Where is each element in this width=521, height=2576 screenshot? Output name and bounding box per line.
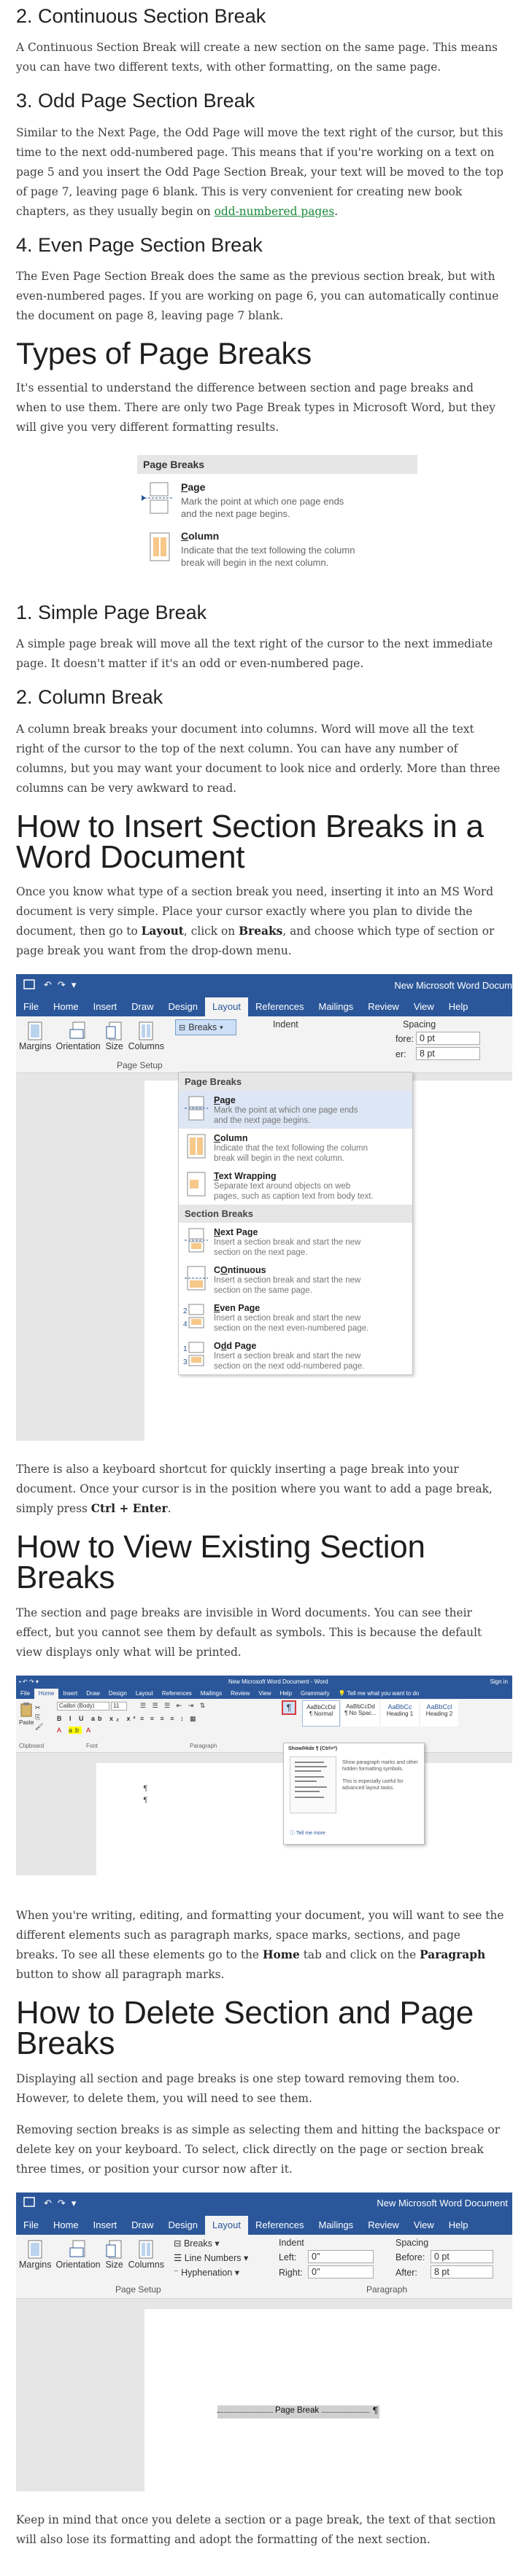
breaks-menu: [178, 1072, 413, 1375]
tab-mailings[interactable]: Mailings: [200, 1690, 223, 1697]
styles-gallery: [302, 1700, 458, 1727]
breaks-button[interactable]: ⊟ Breaks ▾: [174, 2238, 220, 2249]
indent-label: Indent: [279, 2237, 304, 2248]
page-breaks-header: Page Breaks: [137, 455, 417, 474]
word-icon: [23, 2196, 35, 2210]
menu-item-page[interactable]: Page Mark the point at which one page ends and the next page begins.: [179, 1091, 412, 1129]
simple-page-break-text: A simple page break will move all the text right of the cursor to the next immediate page. It doesn't matter if it's an odd or even-numbered page.: [16, 637, 493, 671]
line-numbers-button[interactable]: ☰ Line Numbers ▾: [174, 2252, 249, 2263]
after-input[interactable]: 8 pt: [416, 1047, 480, 1060]
document-page: [144, 2309, 512, 2491]
menu-item-odd-page[interactable]: 1 3 Odd Page Insert a section break and start the new section on the next odd-numbered page.: [183, 1341, 365, 1371]
simple-page-break-heading: 1. Simple Page Break: [16, 602, 207, 624]
tab-insert[interactable]: Insert: [63, 1690, 78, 1697]
ribbon-tabs: [16, 996, 512, 1016]
word-icon: [23, 978, 35, 992]
chevron-down-icon: ▾: [220, 1023, 223, 1031]
menu-item-next-page[interactable]: Next Page Insert a section break and start the new section on the next page.: [179, 1223, 412, 1261]
page-break-option: Page Mark the point at which one page ends and the next page begins.: [137, 474, 417, 523]
tab-help[interactable]: Help: [448, 1001, 468, 1013]
title-bar: [16, 1676, 512, 1687]
shortcut-text: There is also a keyboard shortcut for quickly inserting a page break into your document. Once your cursor is in the position where you want to add a page break, simply press Ctrl + Enter.: [16, 1463, 493, 1516]
tab-file[interactable]: File: [20, 1690, 30, 1697]
paragraph-mark: ¶: [372, 2405, 378, 2416]
page-break-screenshot: [16, 2192, 512, 2491]
columns-button[interactable]: Columns: [128, 1021, 164, 1051]
tell-me-more-link[interactable]: ⓘ Tell me more: [290, 1831, 325, 1837]
hyphenation-button[interactable]: ⁻ Hyphenation ▾: [174, 2267, 240, 2278]
ribbon: [16, 2235, 512, 2299]
tab-view[interactable]: View: [413, 2219, 434, 2230]
align-buttons[interactable]: ≡ ≡ ≡ ≡ ↕ ▦: [140, 1715, 198, 1723]
tab-draw[interactable]: Draw: [86, 1690, 100, 1697]
qat-more-icon[interactable]: ▾: [71, 2197, 77, 2209]
view-text: The section and page breaks are invisible in Word documents. You can see their effect, but you cannot see them by default as symbols. This is because the default view displays only what will be printed.: [16, 1606, 482, 1659]
view-heading: How to View Existing Section Breaks: [16, 1529, 425, 1596]
font-format-buttons[interactable]: B I U ab x₂ x²: [57, 1715, 139, 1723]
font-name-input[interactable]: Calibri (Body): [57, 1702, 109, 1711]
document-area: [16, 2299, 512, 2491]
page-break-label: Page Break: [273, 2406, 321, 2415]
tab-review[interactable]: Review: [368, 1001, 399, 1013]
tab-layout[interactable]: Layout: [205, 997, 248, 1016]
before-label: Before:: [395, 2252, 425, 2262]
left-indent-input[interactable]: 0": [308, 2250, 374, 2263]
redo-icon[interactable]: ↷: [57, 2197, 66, 2209]
tab-design[interactable]: Design: [168, 2219, 198, 2230]
continuous-heading: 2. Continuous Section Break: [16, 5, 266, 27]
column-break-heading: 2. Column Break: [16, 686, 163, 709]
ribbon-tabs: [16, 1687, 512, 1699]
ribbon: [16, 1699, 512, 1753]
svg-text:2: 2: [183, 1307, 188, 1316]
window-title: New Microsoft Word Docum: [394, 979, 512, 991]
before-label: fore:: [395, 1034, 414, 1045]
column-break-text: A column break breaks your document into columns. Word will move all the text right of the cursor to the top of the next column. You can have any number of columns, but you may want your document to look nice and orderly. More than three columns can be very awkward to read.: [16, 722, 501, 795]
orientation-button[interactable]: Orientation: [55, 1021, 100, 1051]
tab-help[interactable]: Help: [279, 1690, 293, 1697]
paragraph-mark-2: ¶: [143, 1797, 148, 1805]
margins-button[interactable]: Margins: [19, 1021, 51, 1051]
menu-item-continuous[interactable]: COntinuous Insert a section break and start the new section on the same page.: [179, 1261, 412, 1299]
style-heading-2[interactable]: AaBbCcl Heading 2: [420, 1700, 458, 1727]
font-group-label: Font: [86, 1743, 99, 1750]
clipboard-group-label: Clipboard: [19, 1743, 45, 1750]
spacing-label: Spacing: [403, 1019, 436, 1030]
page-breaks-menu-header: Page Breaks: [179, 1073, 412, 1091]
orientation-button[interactable]: Orientation: [55, 2239, 100, 2270]
paragraph-mark-1: ¶: [143, 1785, 148, 1794]
tab-help[interactable]: Help: [448, 2219, 468, 2230]
title-bar: [16, 974, 512, 996]
tab-draw[interactable]: Draw: [131, 1001, 154, 1013]
insert-heading: How to Insert Section Breaks in a Word Document: [16, 808, 484, 875]
delete-text-1: Displaying all section and page breaks is one step toward removing them too. However, to delete them, you will need to see them.: [16, 2071, 460, 2105]
tab-file[interactable]: File: [23, 2219, 39, 2230]
spacing-label: Spacing: [395, 2237, 429, 2248]
tooltip-title: Show/Hide ¶ (Ctrl+*): [288, 1746, 338, 1752]
types-text: It's essential to understand the difference between section and page breaks and when to use them. There are only two Page Break types in Microsoft Word, but they will give you very different formatting results.: [16, 381, 495, 435]
undo-icon[interactable]: ↶: [44, 979, 52, 991]
undo-icon[interactable]: ↶: [44, 2197, 52, 2209]
paragraph-button-text: When you're writing, editing, and formatting your document, you will want to see the different elements such as paragraph marks, space marks, sections, and page breaks. To see all these elements go to the Home tab and click on the Paragraph button to show all paragraph marks.: [16, 1909, 504, 1982]
tab-references[interactable]: References: [255, 1001, 304, 1013]
menu-item-text-wrapping[interactable]: Text Wrapping Separate text around objects on web pages, such as caption text from body text.: [179, 1167, 412, 1205]
article: [0, 4, 521, 2576]
tell-me-box[interactable]: 💡 Tell me what you want to do: [338, 1690, 420, 1697]
clipboard-icons: ✂ ⎘ 🖌: [35, 1704, 44, 1731]
ribbon-tabs: [16, 2214, 512, 2235]
tab-layout[interactable]: Layout: [205, 2216, 248, 2235]
tab-mailings[interactable]: Mailings: [318, 2219, 354, 2230]
page-break-icon: [140, 481, 181, 519]
style-no-spacing[interactable]: AaBbCcDd ¶ No Spac...: [341, 1700, 379, 1727]
tab-mailings[interactable]: Mailings: [318, 1001, 354, 1013]
tab-insert[interactable]: Insert: [93, 2219, 117, 2230]
continuous-text: A Continuous Section Break will create a new section on the same page. This means you can have two different texts, with other formatting, on the same page.: [16, 41, 498, 74]
after-input[interactable]: 8 pt: [431, 2265, 493, 2279]
style-normal[interactable]: AaBbCcDd ¶ Normal: [302, 1700, 340, 1727]
tooltip-preview-image: [290, 1756, 336, 1813]
even-page-text: The Even Page Section Break does the same as the previous section break, but with even-numbered pages. If you are working on page 6, you can automatically continue the document on page 8, leaving page 7 blank.: [16, 270, 499, 323]
tab-view[interactable]: View: [258, 1690, 271, 1697]
tab-review[interactable]: Review: [231, 1690, 250, 1697]
page-setup-group-label: Page Setup: [115, 2284, 161, 2295]
closing-text: Keep in mind that once you delete a section or a page break, the text of that section will also lose its formatting and adopt the formatting of the next section.: [16, 2513, 496, 2546]
title-bar: [16, 2192, 512, 2214]
tab-grammarly[interactable]: Grammarly: [301, 1690, 330, 1697]
odd-numbered-pages-link[interactable]: odd-numbered pages: [214, 204, 335, 218]
before-input[interactable]: 0 pt: [416, 1032, 480, 1045]
tooltip-text-1: Show paragraph marks and other hidden formatting symbols.: [342, 1760, 418, 1773]
show-hide-screenshot: [16, 1676, 512, 1887]
tab-review[interactable]: Review: [368, 2219, 399, 2230]
breaks-dropdown[interactable]: ⊟ Breaks ▾: [175, 1019, 236, 1035]
paste-button[interactable]: Paste: [19, 1702, 34, 1726]
after-label: After:: [395, 2267, 417, 2278]
types-heading: Types of Page Breaks: [16, 336, 312, 371]
tab-layout[interactable]: Layout: [135, 1690, 153, 1697]
window-title: New Microsoft Word Document - Word: [228, 1678, 328, 1685]
even-page-heading: 4. Even Page Section Break: [16, 233, 263, 256]
size-button[interactable]: Size: [105, 2239, 124, 2270]
tab-home[interactable]: Home: [53, 2219, 79, 2230]
show-hide-tooltip: [283, 1743, 425, 1845]
svg-text:4: 4: [183, 1320, 188, 1329]
section-breaks-menu-header: Section Breaks: [179, 1205, 412, 1223]
column-break-icon: [140, 530, 181, 568]
tab-references[interactable]: References: [161, 1690, 192, 1697]
ribbon: [16, 1016, 512, 1073]
size-button[interactable]: Size: [105, 1021, 124, 1051]
sign-in-link[interactable]: Sign in: [490, 1678, 508, 1685]
left-indent-label: Left:: [279, 2252, 297, 2262]
right-indent-label: Right:: [279, 2267, 303, 2278]
margins-button[interactable]: Margins: [19, 2239, 51, 2270]
qat-more-icon[interactable]: ▾: [71, 979, 77, 991]
window-title: New Microsoft Word Document: [377, 2198, 508, 2209]
tab-home[interactable]: Home: [34, 1689, 58, 1699]
page-setup-group-label: Page Setup: [117, 1060, 163, 1071]
tab-design[interactable]: Design: [168, 1001, 198, 1013]
page-breaks-figure: [137, 455, 417, 572]
qat-icons: ▪ ↶ ↷ ▾: [19, 1678, 39, 1685]
columns-button[interactable]: Columns: [128, 2239, 164, 2270]
font-size-input[interactable]: 11: [111, 1702, 127, 1711]
breaks-menu-screenshot: [16, 974, 512, 1441]
before-input[interactable]: 0 pt: [431, 2250, 493, 2263]
font-color-buttons[interactable]: A ab A: [57, 1727, 94, 1735]
insert-text: Once you know what type of a section break you need, inserting it into an MS Word document is very simple. Place your cursor exactly where you plan to divide the document, then go to Layout, click on Breaks, and choose which type of section or page break you want from the drop-down menu.: [16, 885, 495, 958]
show-hide-button[interactable]: ¶: [282, 1700, 296, 1715]
column-break-option: Column Indicate that the text following the column break will begin in the next column.: [137, 523, 417, 572]
breaks-icon: ⊟: [179, 1023, 186, 1032]
tab-home[interactable]: Home: [53, 1001, 79, 1013]
svg-text:3: 3: [183, 1358, 188, 1367]
odd-page-text: Similar to the Next Page, the Odd Page will move the text right of the cursor, but this time to the next odd-numbered page. This means that if you're working on a text on page 5 and you insert the Odd Page Section Break, your text will be moved to the top of page 7, leaving page 6 blank. This is very convenient for creating new book chapters, as they usually begin on odd-numbered pages.: [16, 125, 503, 218]
delete-heading: How to Delete Section and Page Breaks: [16, 1995, 474, 2061]
tab-insert[interactable]: Insert: [93, 1001, 117, 1013]
menu-item-column[interactable]: Column Indicate that the text following the column break will begin in the next column.: [179, 1129, 412, 1167]
document-area: [16, 1073, 512, 1441]
after-label: er:: [395, 1049, 406, 1060]
redo-icon[interactable]: ↷: [57, 979, 66, 991]
tab-file[interactable]: File: [23, 1001, 39, 1013]
paragraph-group-label: Paragraph: [366, 2284, 408, 2295]
paragraph-group-label: Paragraph: [190, 1743, 217, 1750]
menu-item-even-page[interactable]: 2 4 Even Page Insert a section break and start the new section on the next even-numbered page.: [183, 1303, 369, 1334]
list-buttons[interactable]: ☰ ☰ ☰ ⇤ ⇥ ⇅: [140, 1702, 208, 1710]
indent-label: Indent: [273, 1019, 298, 1030]
tooltip-text-2: This is especially useful for advanced layout tasks.: [342, 1779, 404, 1791]
tab-references[interactable]: References: [255, 2219, 304, 2230]
delete-text-2: Removing section breaks is as simple as selecting them and hitting the backspace or delete key on your keyboard. To select, click directly on the page or section break three times, or position your cursor now after it.: [16, 2122, 501, 2176]
tab-view[interactable]: View: [413, 1001, 434, 1013]
right-indent-input[interactable]: 0": [308, 2265, 374, 2279]
odd-page-heading: 3. Odd Page Section Break: [16, 90, 255, 112]
svg-text:1: 1: [183, 1345, 188, 1354]
style-heading-1[interactable]: AaBbCc Heading 1: [381, 1700, 419, 1727]
page-break-mark[interactable]: [217, 2405, 379, 2419]
tab-design[interactable]: Design: [108, 1690, 127, 1697]
tab-draw[interactable]: Draw: [131, 2219, 154, 2230]
